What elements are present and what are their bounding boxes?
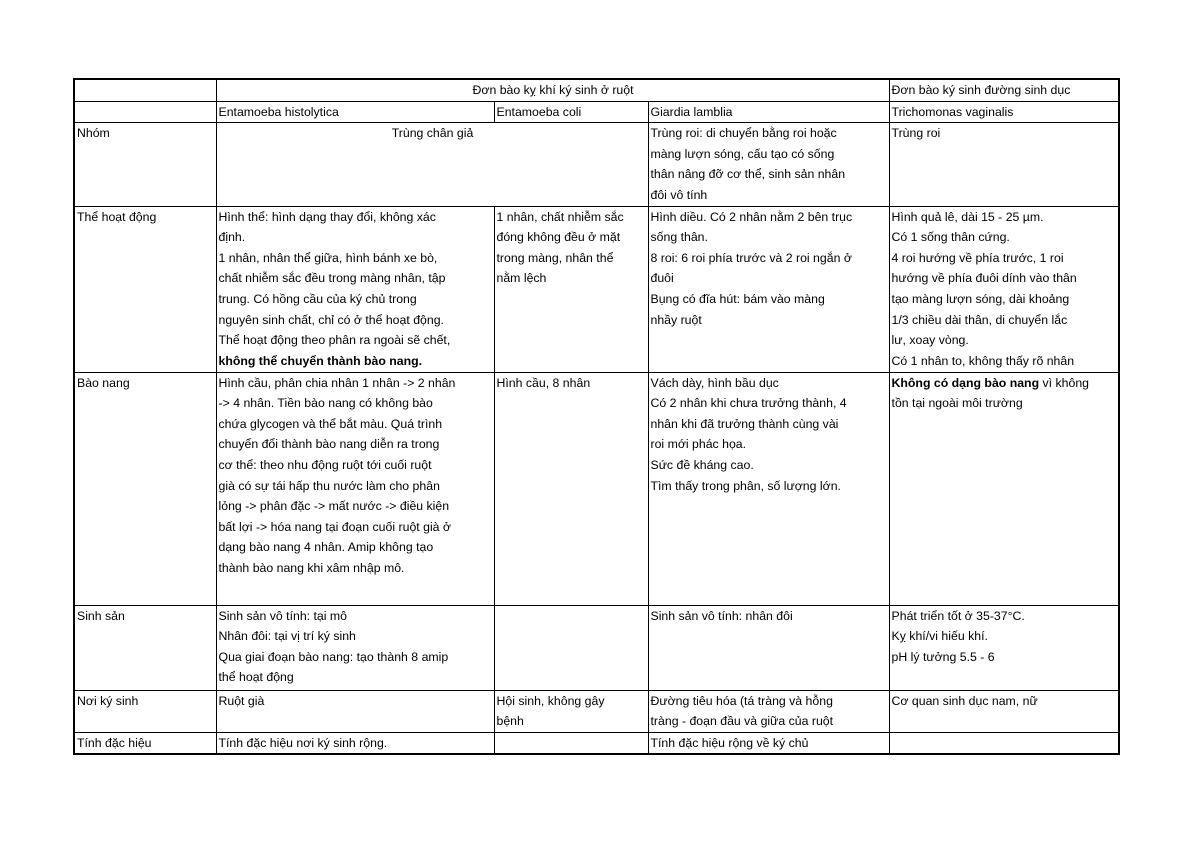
text-line: cơ thể: theo nhu động ruột tới cuối ruột <box>218 457 432 472</box>
text-line: sống thân. <box>650 230 708 245</box>
text-line: Hình cầu, phân chia nhân 1 nhân -> 2 nhân <box>218 375 456 390</box>
ss-tricho-cell <box>889 605 1119 690</box>
text-line: 8 roi: 6 roi phía trước và 2 roi ngắn ở <box>650 250 852 265</box>
text-line: 4 roi hướng về phía trước, 1 roi <box>891 250 1064 265</box>
text-line: lỏng -> phân đặc -> mất nước -> điều kiện <box>218 499 450 514</box>
text-line: Có 1 sống thân cứng. <box>891 230 1010 245</box>
species-corner-cell <box>74 101 216 123</box>
text-line: lư, xoay vòng. <box>891 333 969 348</box>
text-line: 1/3 chiều dài thân, di chuyển lắc <box>891 312 1068 327</box>
ss-histolytica-cell <box>216 605 494 690</box>
thd-histolytica-cell <box>216 206 494 372</box>
ss-coli-cell <box>494 605 648 690</box>
parasite-comparison-table <box>73 78 1120 755</box>
text-line: già có sự tái hấp thu nước làm cho phân <box>218 478 440 493</box>
row-label-noi-ky-sinh: Nơi ký sinh <box>74 690 216 732</box>
row-label-bao-nang: Bào nang <box>74 372 216 605</box>
text-line: tạo màng lượn sóng, dài khoảng <box>891 291 1070 306</box>
row-label-tinh-dac-hieu: Tính đặc hiệu <box>74 732 216 754</box>
header-genital-text: Đơn bào ký sinh đường sinh dục <box>891 83 1071 97</box>
text-line: màng lượn sóng, cấu tạo có sống <box>650 146 835 161</box>
text-line: -> 4 nhân. Tiền bào nang có không bào <box>218 396 433 411</box>
header-genital-group <box>889 79 1119 101</box>
nhom-tricho-cell: Trùng roi <box>889 123 1119 206</box>
row-label-the-hoat-dong: Thể hoạt động <box>74 206 216 372</box>
bn-coli-cell: Hình cầu, 8 nhân <box>494 372 648 605</box>
text-line: Vách dày, hình bầu dục <box>650 375 779 390</box>
text-line: Qua giai đoạn bào nang: tạo thành 8 amip <box>218 649 449 664</box>
row-label-nhom: Nhóm <box>74 123 216 206</box>
row-noi-ky-sinh <box>74 690 1119 732</box>
text-line: Có 1 nhân to, không thấy rõ nhân <box>891 353 1075 368</box>
tdh-tricho-cell <box>889 732 1119 754</box>
text-line: roi mới phác họa. <box>650 437 747 452</box>
row-tinh-dac-hieu <box>74 732 1119 754</box>
text-line: dạng bào nang 4 nhân. Amip không tạo <box>218 540 434 555</box>
text-line: Thể hoạt động theo phân ra ngoài sẽ chết, <box>218 333 451 348</box>
text-line: nhân khi đã trưởng thành cùng vài <box>650 416 839 431</box>
row-the-hoat-dong <box>74 206 1119 372</box>
text-line: thành bào nang khi xâm nhập mô. <box>218 560 405 575</box>
thd-tricho-cell <box>889 206 1119 372</box>
text-line-bold: không thể chuyển thành bào nang. <box>218 353 423 368</box>
nks-coli-cell <box>494 690 648 732</box>
text-line: 1 nhân, chất nhiễm sắc <box>496 209 624 224</box>
thd-coli-cell <box>494 206 648 372</box>
text-line: Trùng roi: di chuyển bằng roi hoặc <box>650 126 837 141</box>
nhom-amoeba-cell: Trùng chân giả <box>216 123 648 206</box>
text-line: Phát triển tốt ở 35-37°C. <box>891 608 1025 623</box>
text-line: Bụng có đĩa hút: bám vào màng <box>650 291 825 306</box>
header-intestinal-group <box>216 79 889 101</box>
bn-tricho-cell <box>889 372 1119 605</box>
text-line: nằm lệch <box>496 271 547 286</box>
text-line: chất nhiễm sắc đều trong màng nhân, tập <box>218 271 446 286</box>
header-group-row <box>74 79 1119 101</box>
text-line: pH lý tưởng 5.5 - 6 <box>891 649 995 664</box>
text-line: thân nâng đỡ cơ thể, sinh sản nhân <box>650 167 846 182</box>
text-line: Đường tiêu hóa (tá tràng và hỗng <box>650 693 833 708</box>
text-line: Có 2 nhân khi chưa trưởng thành, 4 <box>650 396 847 411</box>
text-line: tồn tại ngoài môi trường <box>891 396 1023 411</box>
bn-histolytica-cell <box>216 372 494 605</box>
text-line: bệnh <box>496 714 524 729</box>
text-line: Tìm thấy trong phân, số lượng lớn. <box>650 478 841 493</box>
text-line: Nhân đôi: tại vị trí ký sinh <box>218 629 356 644</box>
species-trichomonas: Trichomonas vaginalis <box>889 101 1119 123</box>
text-line: nguyên sinh chất, chỉ có ở thể hoạt động. <box>218 312 444 327</box>
text-line: đôi vô tính <box>650 187 708 202</box>
text-line: định. <box>218 230 246 245</box>
text-span: vì không <box>1039 375 1089 390</box>
row-sinh-san <box>74 605 1119 690</box>
row-label-sinh-san: Sinh sản <box>74 605 216 690</box>
species-histolytica: Entamoeba histolytica <box>216 101 494 123</box>
text-line: chuyển đổi thành bào nang diễn ra trong <box>218 437 440 452</box>
nks-histolytica-cell: Ruột già <box>216 690 494 732</box>
text-line: bất lợi -> hóa nang tại đoạn cuối ruột già ở <box>218 519 452 534</box>
text-line: thể hoạt động <box>218 670 294 685</box>
text-line: Hình quả lê, dài 15 - 25 µm. <box>891 209 1044 224</box>
text-line: đóng không đều ở mặt <box>496 230 621 245</box>
text-line: trong màng, nhân thể <box>496 250 614 265</box>
text-line <box>892 373 1118 394</box>
text-line: Sinh sản vô tính: tại mô <box>218 608 348 623</box>
row-bao-nang <box>74 372 1119 605</box>
text-line: Hình thể: hình dạng thay đổi, không xác <box>218 209 436 224</box>
text-line: Kỵ khí/vi hiếu khí. <box>891 629 988 644</box>
text-line: 1 nhân, nhân thể giữa, hình bánh xe bò, <box>218 250 438 265</box>
species-row <box>74 101 1119 123</box>
header-corner-cell <box>74 79 216 101</box>
nhom-giardia-cell <box>648 123 889 206</box>
text-line: chứa glycogen và thể bắt màu. Quá trình <box>218 416 443 431</box>
tdh-coli-cell <box>494 732 648 754</box>
text-line: đuôi <box>650 271 674 286</box>
thd-giardia-cell <box>648 206 889 372</box>
nks-giardia-cell <box>648 690 889 732</box>
nks-tricho-cell: Cơ quan sinh dục nam, nữ <box>889 690 1119 732</box>
header-intestinal-text: Đơn bào kỵ khí ký sinh ở ruột <box>472 83 634 97</box>
text-line: Sức đề kháng cao. <box>650 457 754 472</box>
bn-giardia-cell <box>648 372 889 605</box>
text-line: Hình diều. Có 2 nhân nằm 2 bên trục <box>650 209 853 224</box>
row-nhom <box>74 123 1119 206</box>
tdh-histolytica-cell: Tính đặc hiệu nơi ký sinh rộng. <box>216 732 494 754</box>
ss-giardia-cell: Sinh sản vô tính: nhân đôi <box>648 605 889 690</box>
text-line: hướng về phía đuôi dính vào thân <box>891 271 1077 286</box>
species-giardia: Giardia lamblia <box>648 101 889 123</box>
text-line: tràng - đoạn đầu và giữa của ruột <box>650 714 834 729</box>
text-line: Hội sinh, không gây <box>496 693 605 708</box>
text-line: trung. Có hồng cầu của ký chủ trong <box>218 291 417 306</box>
text-line: nhầy ruột <box>650 312 702 327</box>
species-coli: Entamoeba coli <box>494 101 648 123</box>
tdh-giardia-cell: Tính đặc hiệu rộng về ký chủ <box>648 732 889 754</box>
text-bold: Không có dạng bào nang <box>891 375 1040 390</box>
